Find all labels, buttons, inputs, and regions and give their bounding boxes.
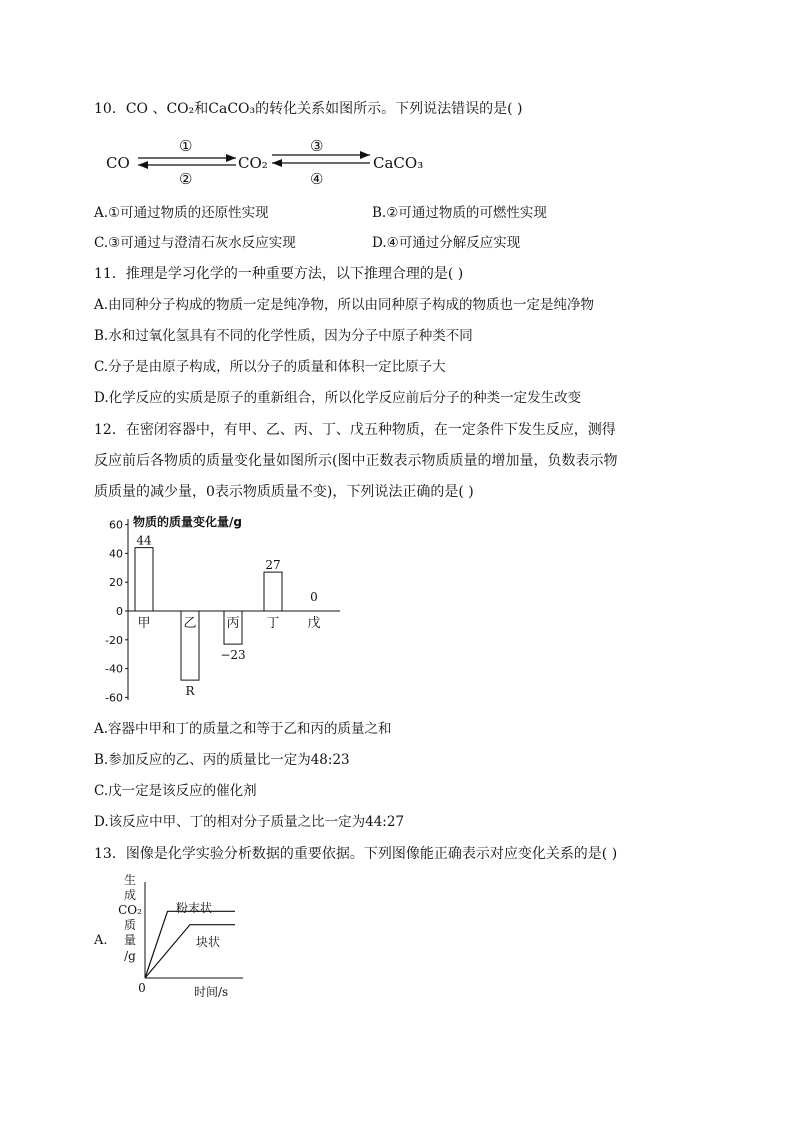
category-label: 甲 [137, 616, 151, 631]
diagram-circle-3: ③ [310, 137, 324, 155]
data-label: 0 [310, 590, 318, 604]
y-tick-label: 40 [109, 547, 123, 561]
q10-option-c: C.③可通过与澄清石灰水反应实现 [94, 235, 296, 251]
q12-option-d: D.该反应中甲、丁的相对分子质量之比一定为44:27 [94, 814, 405, 830]
q10-option-a: A.①可通过物质的还原性实现 [94, 205, 269, 221]
y-axis-label: 量 [123, 933, 137, 947]
q10-option-d: D.④可通过分解反应实现 [372, 235, 521, 251]
x-axis-label: 时间/s [194, 985, 229, 999]
y-tick-label: -40 [105, 662, 123, 676]
option-a-label: A. [94, 933, 108, 948]
diagram-circle-2: ② [179, 170, 193, 185]
diagram-co: CO [106, 154, 130, 172]
q11-stem: 11．推理是学习化学的一种重要方法，以下推理合理的是( ) [94, 266, 464, 282]
y-axis-label: 生 [123, 873, 137, 887]
q12-stem-line-2: 反应前后各物质的质量变化量如图所示(图中正数表示物质质量的增加量，负数表示物 [94, 453, 618, 469]
mass-change-bar-chart [92, 510, 362, 710]
category-label: 丙 [226, 616, 240, 631]
y-axis-label: 质 [123, 918, 137, 932]
diagram-circle-1: ① [179, 137, 193, 155]
chart-title: 物质的质量变化量/g [133, 515, 242, 529]
q12-option-a: A.容器中甲和丁的质量之和等于乙和丙的质量之和 [94, 721, 392, 737]
series-label: 块状 [196, 935, 221, 949]
q12-stem-line-3: 质质量的减少量，0表示物质质量不变)，下列说法正确的是( ) [94, 484, 474, 500]
y-tick-label: 20 [109, 576, 123, 590]
diagram-co2: CO₂ [238, 154, 268, 172]
series-label: 粉末状 [176, 901, 213, 915]
series-line [145, 911, 235, 978]
y-axis-label: 成 [123, 888, 137, 902]
q13-stem: 13．图像是化学实验分析数据的重要依据。下列图像能正确表示对应变化关系的是( ) [94, 846, 618, 862]
q10-conversion-diagram [100, 135, 460, 185]
bar-丁 [264, 572, 282, 611]
category-label: 戊 [307, 616, 321, 631]
series-line [145, 925, 235, 978]
q11-option-c: C.分子是由原子构成，所以分子的质量和体积一定比原子大 [94, 359, 446, 375]
category-label: 丁 [266, 616, 280, 631]
data-label: −23 [220, 648, 246, 663]
q12-option-c: C.戊一定是该反应的催化剂 [94, 783, 257, 799]
origin-label: 0 [138, 981, 146, 995]
y-axis-label: /g [124, 949, 136, 963]
q11-option-a: A.由同种分子构成的物质一定是纯净物，所以由同种原子构成的物质也一定是纯净物 [94, 297, 595, 313]
q11-option-d: D.化学反应的实质是原子的重新组合，所以化学反应前后分子的种类一定发生改变 [94, 390, 582, 406]
data-label: 44 [136, 533, 152, 548]
y-tick-label: 60 [109, 518, 123, 532]
co2-mass-time-chart [92, 872, 252, 1002]
y-tick-label: -60 [105, 691, 123, 705]
diagram-caco3: CaCO₃ [373, 154, 424, 172]
q10-option-b: B.②可通过物质的可燃性实现 [372, 205, 547, 221]
q11-option-b: B.水和过氧化氢具有不同的化学性质，因为分子中原子种类不同 [94, 328, 473, 344]
bar-甲 [135, 548, 153, 611]
q12-option-b: B.参加反应的乙、丙的质量比一定为48:23 [94, 752, 350, 768]
q12-stem-line-1: 12．在密闭容器中，有甲、乙、丙、丁、戊五种物质，在一定条件下发生反应，测得 [94, 422, 616, 438]
y-axis-label: CO₂ [118, 903, 142, 917]
y-tick-label: 0 [116, 605, 123, 618]
data-label: R [185, 684, 195, 699]
category-label: 乙 [183, 616, 197, 631]
diagram-circle-4: ④ [310, 170, 324, 185]
data-label: 27 [265, 558, 281, 573]
y-tick-label: -20 [105, 633, 123, 647]
q10-stem: 10．CO 、CO₂和CaCO₃的转化关系如图所示。下列说法错误的是( ) [94, 101, 523, 117]
